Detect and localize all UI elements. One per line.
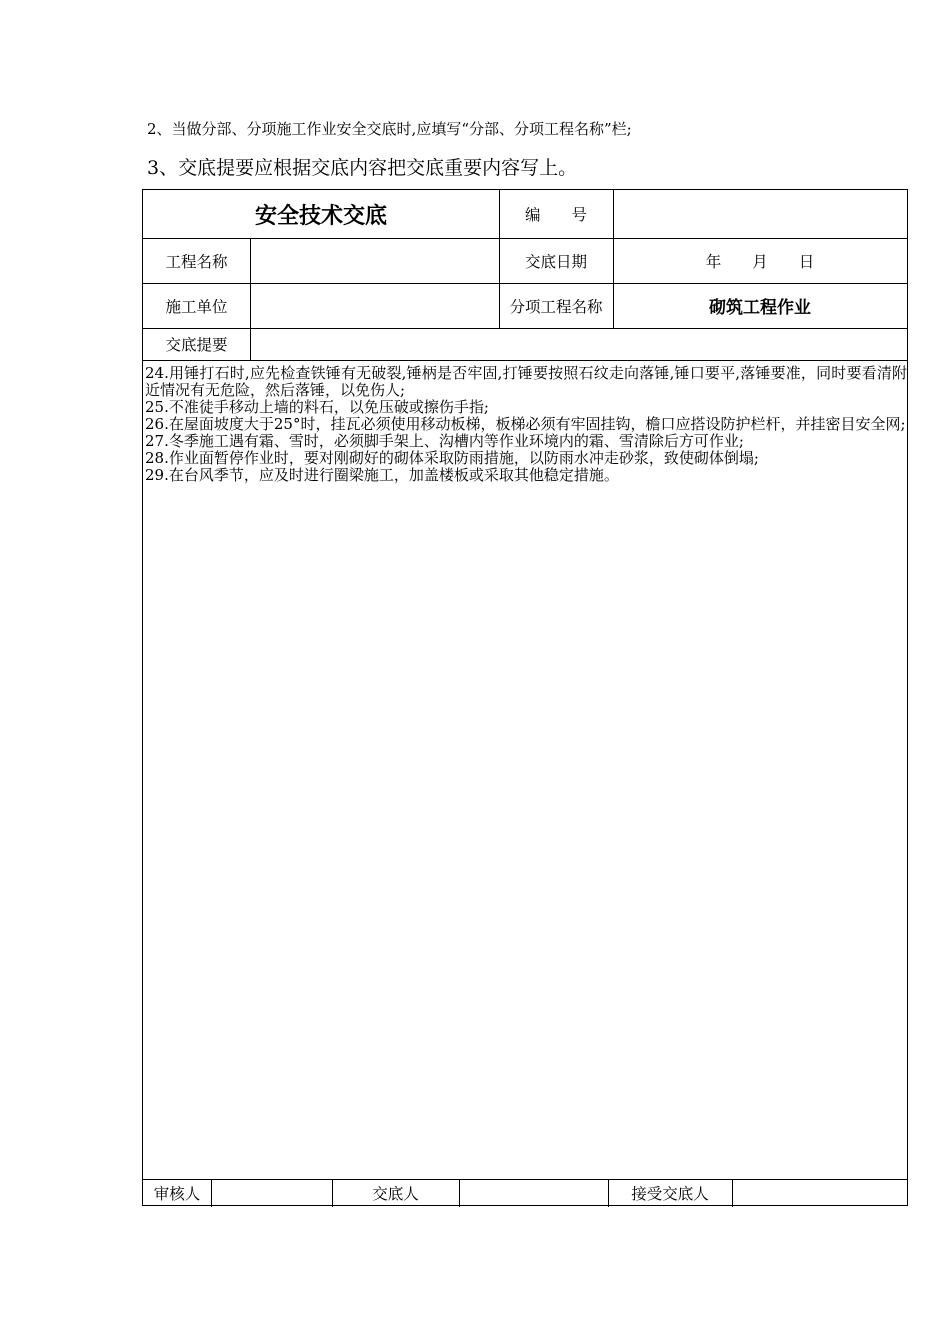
content-item: 29.在台风季节，应及时进行圈梁施工，加盖楼板或采取其他稳定措施。 bbox=[145, 466, 619, 484]
date-label: 交底日期 bbox=[524, 252, 587, 271]
content-item: 25.不准徒手移动上墙的料石，以免压破或擦伤手指; bbox=[145, 398, 489, 416]
discloser-field[interactable] bbox=[459, 1179, 608, 1206]
safety-disclosure-form bbox=[142, 189, 908, 1206]
date-field[interactable]: 年 月 日 bbox=[705, 252, 815, 271]
row-divider bbox=[143, 360, 907, 361]
construction-unit-label: 施工单位 bbox=[165, 297, 228, 316]
number-label: 编 号 bbox=[524, 206, 587, 224]
subproject-name-field[interactable]: 砌筑工程作业 bbox=[709, 298, 811, 318]
subproject-name-label: 分项工程名称 bbox=[509, 297, 603, 316]
project-name-field[interactable] bbox=[250, 238, 499, 283]
content-item: 28.作业面暂停作业时，要对刚砌好的砌体采取防雨措施，以防雨水冲走砂浆，致使砌体倒塌; bbox=[145, 449, 759, 467]
construction-unit-field[interactable] bbox=[250, 283, 499, 328]
discloser-label: 交底人 bbox=[372, 1184, 419, 1203]
project-name-label: 工程名称 bbox=[165, 252, 228, 271]
disclosure-content bbox=[145, 365, 907, 484]
summary-label: 交底提要 bbox=[165, 336, 228, 354]
receiver-label: 接受交底人 bbox=[631, 1184, 709, 1203]
summary-field[interactable] bbox=[250, 328, 907, 360]
receiver-field[interactable] bbox=[732, 1179, 907, 1206]
instruction-note-3: 3、交底提要应根据交底内容把交底重要内容写上。 bbox=[147, 157, 578, 179]
number-field[interactable] bbox=[613, 190, 907, 238]
reviewer-field[interactable] bbox=[211, 1179, 332, 1206]
content-item: 27.冬季施工遇有霜、雪时，必须脚手架上、沟槽内等作业环境内的霜、雪清除后方可作业; bbox=[145, 432, 744, 450]
content-item: 26.在屋面坡度大于25°时，挂瓦必须使用移动板梯，板梯必须有牢固挂钩，檐口应搭设防护栏杆，并挂密目安全网; bbox=[145, 415, 906, 433]
form-title: 安全技术交底 bbox=[254, 202, 387, 229]
instruction-note-2: 2、当做分部、分项施工作业安全交底时,应填写“分部、分项工程名称”栏; bbox=[147, 120, 632, 138]
reviewer-label: 审核人 bbox=[153, 1184, 201, 1203]
content-item: 24.用锤打石时,应先检查铁锤有无破裂,锤柄是否牢固,打锤要按照石纹走向落锤,锤口要平,落锤要准，同时要看清附近情况有无危险，然后落锤，以免伤人; bbox=[145, 364, 907, 399]
